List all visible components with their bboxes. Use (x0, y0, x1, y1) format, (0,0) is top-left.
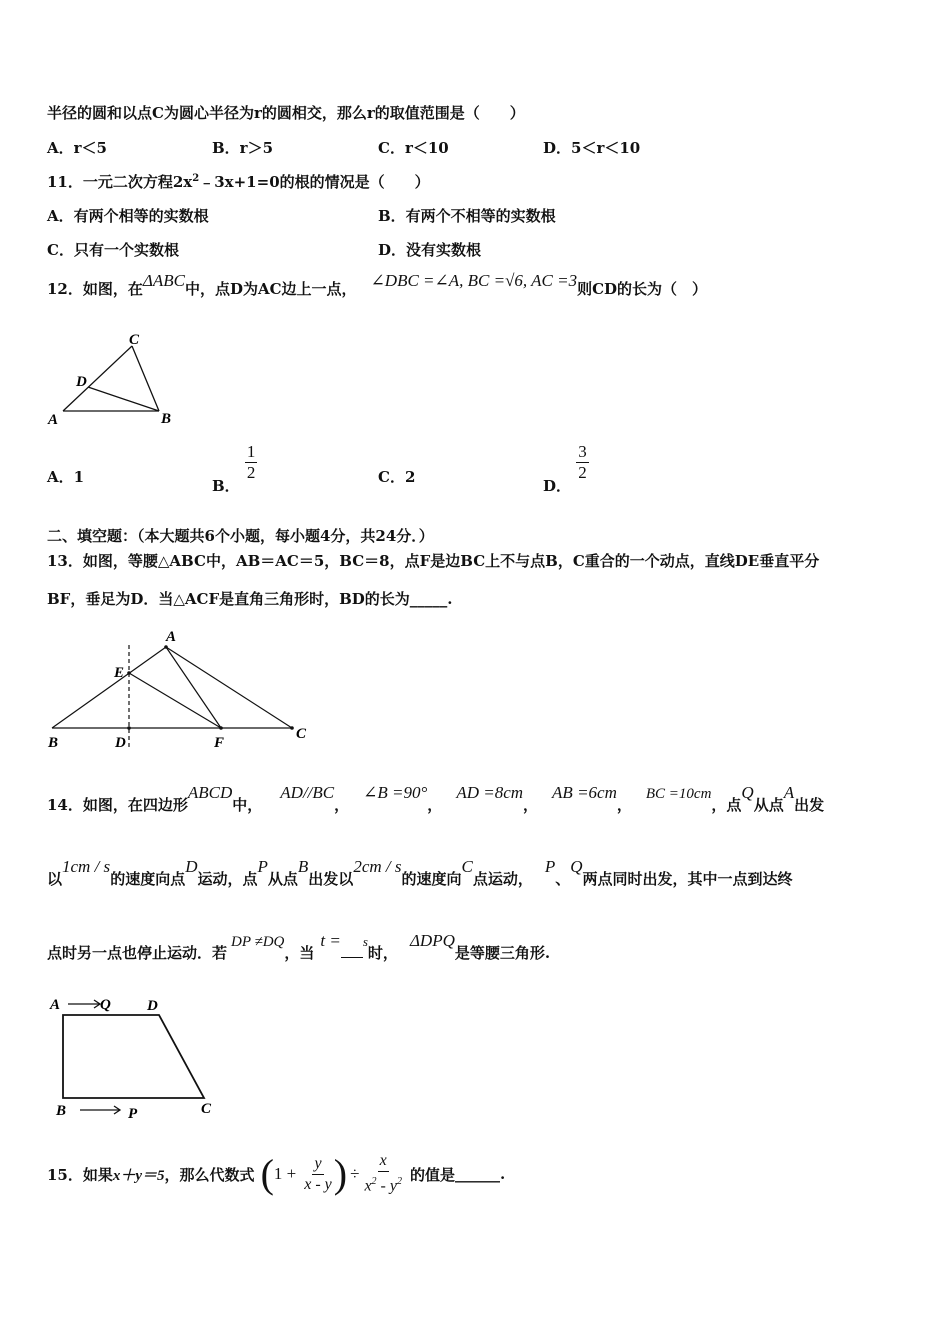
q12-stem: 12．如图，在ΔABC中，点D为AC边上一点， ∠DBC =∠A, BC =√6, AC =3则CD的长为（ ） (47, 271, 708, 298)
q14-label-d: D (147, 998, 158, 1014)
q12-label-b: B (161, 411, 172, 427)
q10-option-d: D．5＜r＜10 (543, 139, 641, 157)
q15-right-paren: ) (333, 1151, 348, 1196)
q12-label-a: A (48, 412, 59, 428)
q14-stem-line1: 14．如图，在四边形ABCD中，AD//BC，∠B =90°，AD =8cm，AB =6cm，BC =10cm，点Q从点A出发 (47, 783, 825, 814)
q14-label-q: Q (100, 997, 111, 1013)
q12-option-d: D． $\frac{3}{2}$ (543, 442, 587, 495)
q13-stem-line2: BF，垂足为D．当△ACF是直角三角形时，BD的长为_____. (47, 590, 453, 608)
q12-option-a: A．1 (47, 468, 85, 486)
q10-option-c: C．r＜10 (378, 139, 449, 157)
q13-label-d: D (115, 735, 126, 751)
q14-label-p: P (128, 1106, 138, 1122)
q10-stem: 半径的圆和以点C为圆心半径为r的圆相交，那么r的取值范围是（ ） (47, 104, 525, 122)
q11-option-d: D．没有实数根 (378, 241, 482, 259)
q15-answer-blank: ______ (455, 1165, 500, 1183)
q11-option-c: C．只有一个实数根 (47, 241, 179, 259)
q14-trapezoid-figure (44, 993, 224, 1123)
q10-option-a: A．r＜5 (47, 139, 107, 157)
q14-label-c: C (201, 1101, 212, 1117)
q13-label-f: F (214, 735, 225, 751)
q11-option-a: A．有两个相等的实数根 (47, 207, 209, 225)
q12-option-c: C．2 (378, 468, 416, 486)
section-heading-fill-blank: 二、填空题：（本大题共6个小题，每小题4分，共24分．） (47, 527, 434, 545)
q15-left-paren: ( (260, 1151, 274, 1196)
q14-label-b: B (56, 1103, 67, 1119)
q15-stem: 15．如果 x＋y＝5 ，那么代数式 ( 1 + $\frac{y}{x - y}$ ) ÷ $\frac{x}{x^2 - y^2}$ 的值是 ______ . (47, 1151, 506, 1196)
q13-triangle-figure (40, 625, 320, 755)
q12-option-b: B． $\frac{1}{2}$ (212, 442, 256, 495)
q14-stem-line3: 点时另一点也停止运动．若DP ≠DQ，当t = s时，ΔDPQ是等腰三角形. (47, 931, 551, 962)
q11-stem: 11．一元二次方程$2x^2﹣3x+1=0$的根的情况是（ ） (47, 173, 430, 191)
q13-label-c: C (296, 726, 307, 742)
q13-answer-blank: _____ (409, 590, 448, 608)
q13-label-a: A (166, 629, 177, 645)
q14-label-a: A (50, 997, 61, 1013)
q12-triangle-figure (40, 330, 190, 430)
q11-option-b: B．有两个不相等的实数根 (378, 207, 556, 225)
q13-label-b: B (48, 735, 59, 751)
q12-label-c: C (129, 332, 140, 348)
q13-label-e: E (114, 665, 125, 681)
q14-answer-blank (341, 957, 363, 958)
q13-stem-line1: 13．如图，等腰△ABC中，AB＝AC＝5，BC＝8，点F是边BC上不与点B，C重合的一个动点，直线DE垂直平分 (47, 552, 820, 570)
q10-option-b: B．r＞5 (212, 139, 274, 157)
q14-stem-line2: 以1cm / s的速度向点D运动，点P从点B出发以2cm / s的速度向C点运动，P、Q两点同时出发，其中一点到达终 (47, 857, 793, 888)
q12-label-d: D (76, 374, 87, 390)
